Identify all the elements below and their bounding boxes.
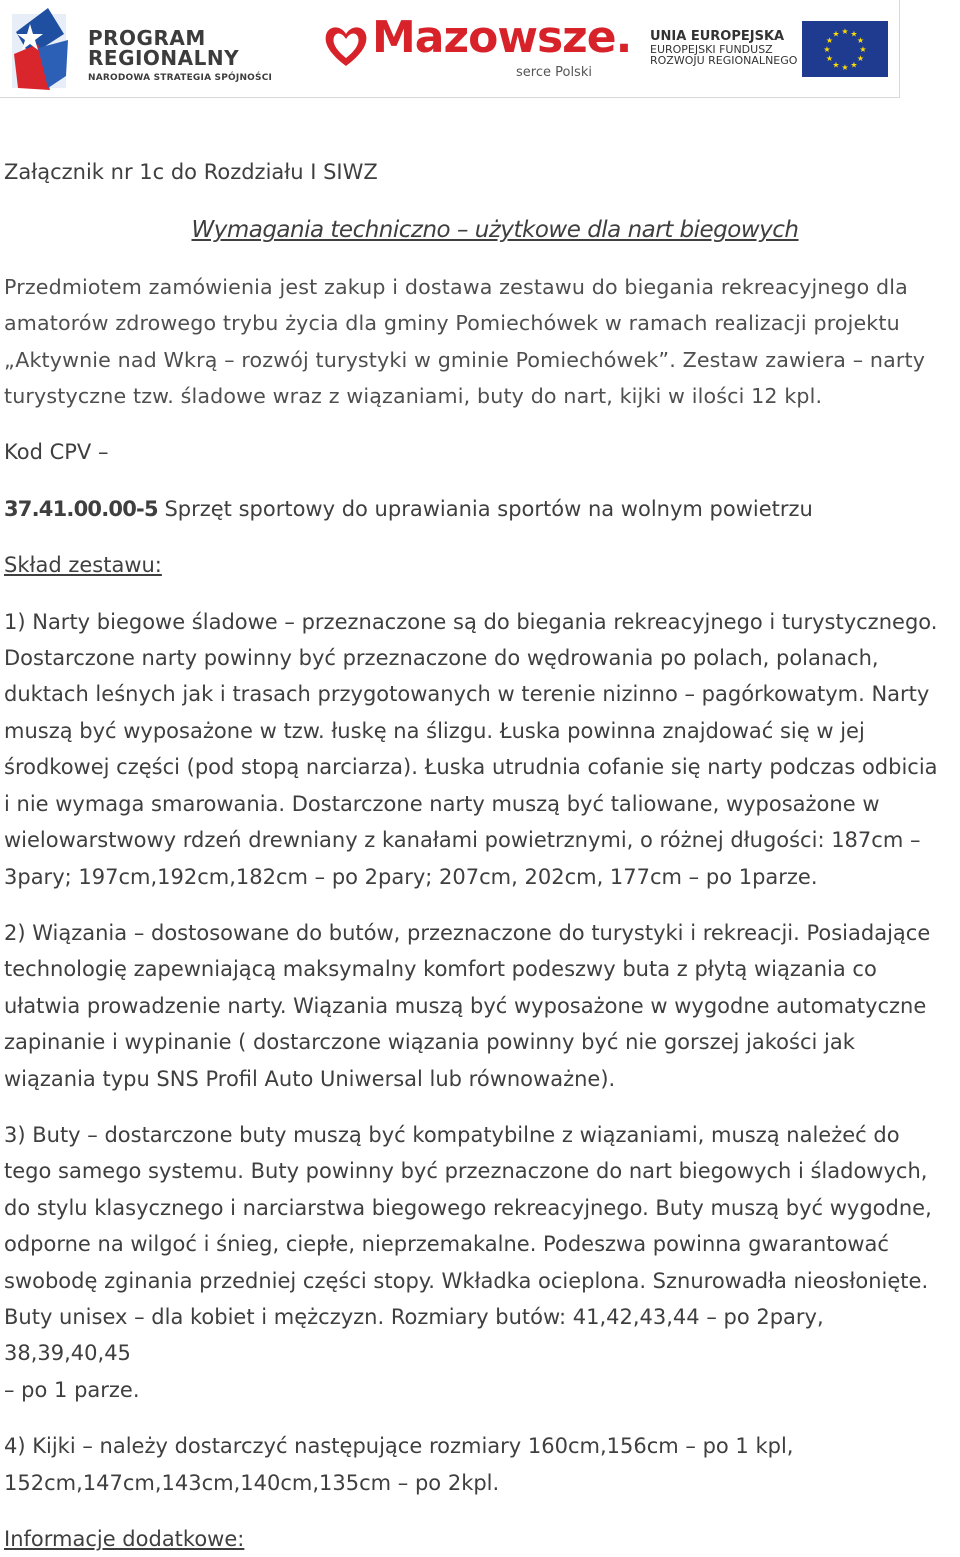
eu-logo-line2: ROZWOJU REGIONALNEGO [650,54,798,68]
svg-text:★: ★ [856,36,865,45]
svg-text:★: ★ [825,54,834,63]
program-logo-subtitle: NARODOWA STRATEGIA SPÓJNOŚCI [88,73,273,83]
intro-line: amatorów zdrowego trybu życia dla gminy Pomiechówek w ramach realizacji projektu [4,311,900,336]
logo-strip [0,0,900,98]
item-line: tego samego systemu. Buty powinny być przeznaczone do nart biegowych i śladowych, [4,1159,928,1184]
eu-logo-line1: EUROPEJSKI FUNDUSZ [650,42,773,56]
svg-text:★: ★ [825,36,834,45]
item-poles [4,1428,956,1501]
svg-text:★: ★ [856,54,865,63]
item-line: odporne na wilgoć i śnieg, ciepłe, nieprzemakalne. Podeszwa powinna gwarantować [4,1232,889,1257]
set-heading: Skład zestawu: [4,553,162,578]
mazowsze-tagline: serce Polski [516,65,592,80]
item-boots [4,1117,956,1408]
item-line: duktach leśnych jak i trasach przygotowanych w terenie nizinno – pagórkowatym. Narty [4,682,930,707]
document-title: Wymagania techniczno – użytkowe dla nart biegowych [191,217,799,244]
svg-text:★: ★ [832,60,840,70]
additional-info-heading: Informacje dodatkowe: [4,1527,245,1551]
item-line: 2) Wiązania – dostosowane do butów, przeznaczone do turystyki i rekreacji. Posiadające [4,920,931,945]
mazowsze-heart-icon [322,22,370,68]
svg-text:★: ★ [832,29,840,39]
item-line: zapinanie i wypinanie ( dostarczone wiązania powinny być nie gorszej jakości jak [4,1030,855,1055]
eu-logo-text [650,30,797,67]
item-line: wielowarstwowy rdzeń drewniany z kanałami powietrznymi, o różnej długości: 187cm – [4,828,921,853]
item-line: Dostarczone narty powinny być przeznaczone do wędrowania po polach, polanach, [4,646,879,671]
svg-text:★: ★ [841,27,849,36]
item-line: wiązania typu SNS Profil Auto Uniwersal lub równoważne). [4,1066,616,1091]
svg-text:★: ★ [850,60,858,70]
item-line: i nie wymaga smarowania. Dostarczone narty muszą być taliowane, wyposażone w [4,791,880,816]
mazowsze-wordmark: Mazowsze. [372,12,632,63]
item-skis [4,604,956,895]
document-body [4,154,956,1557]
item-line: 4) Kijki – należy dostarczyć następujące rozmiary 160cm,156cm – po 1 kpl, [4,1434,794,1459]
eu-flag-icon [802,21,888,77]
svg-text:★: ★ [850,29,858,39]
program-regionalny-logo-text [88,28,272,83]
intro-line: „Aktywnie nad Wkrą – rozwój turystyki w gminie Pomiechówek”. Zestaw zawiera – narty [4,347,926,372]
intro-paragraph [4,269,956,415]
svg-text:★: ★ [859,45,867,54]
item-line: środkowej części (pod stopą narciarza). Łuska utrudnia cofanie się narty podczas odbicia [4,755,938,780]
item-line: 3pary; 197cm,192cm,182cm – po 2pary; 207cm, 202cm, 177cm – po 1parze. [4,864,818,889]
item-line: technologię zapewniającą maksymalny komfort podeszwy buta z płytą wiązania co [4,957,877,982]
cpv-label: Kod CPV – [4,440,109,465]
intro-line: Przedmiotem zamówienia jest zakup i dostawa zestawu do biegania rekreacyjnego dla [4,274,908,299]
cpv-line [4,491,956,527]
item-line: 3) Buty – dostarczone buty muszą być kompatybilne z wiązaniami, muszą należeć do [4,1122,900,1147]
item-line: ułatwia prowadzenie narty. Wiązania muszą być wyposażone w wygodne automatyczne [4,993,927,1018]
cpv-description: Sprzęt sportowy do uprawiania sportów na wolnym powietrzu [157,496,813,521]
intro-line: turystyczne tzw. śladowe wraz z wiązaniami, buty do nart, kijki w ilości 12 kpl. [4,384,823,409]
svg-text:★: ★ [823,45,831,54]
item-bindings [4,915,956,1097]
item-line: do stylu klasycznego i narciarstwa biegowego rekreacyjnego. Buty muszą być wygodne, [4,1195,932,1220]
cpv-code: 37.41.00.00-5 [4,496,158,521]
item-line: 1) Narty biegowe śladowe – przeznaczone są do biegania rekreacyjnego i turystycznego. [4,609,938,634]
svg-text:★: ★ [841,63,849,72]
program-logo-line1: PROGRAM [88,26,206,50]
item-line: Buty unisex – dla kobiet i mężczyzn. Rozmiary butów: 41,42,43,44 – po 2pary, 38,39,40,45 [4,1304,824,1366]
program-logo-line2: REGIONALNY [88,46,240,70]
item-line: swobodę zginania przedniej części stopy. Wkładka ocieplona. Sznurowadła nieosłonięte. [4,1268,929,1293]
item-line: 152cm,147cm,143cm,140cm,135cm – po 2kpl. [4,1470,500,1495]
item-line: – po 1 parze. [4,1377,140,1402]
eu-logo-title: UNIA EUROPEJSKA [650,29,785,44]
item-line: muszą być wyposażone w tzw. łuskę na ślizgu. Łuska powinna znajdować się w jej [4,718,865,743]
attachment-label: Załącznik nr 1c do Rozdziału I SIWZ [4,160,378,184]
program-regionalny-emblem-icon [8,4,70,92]
